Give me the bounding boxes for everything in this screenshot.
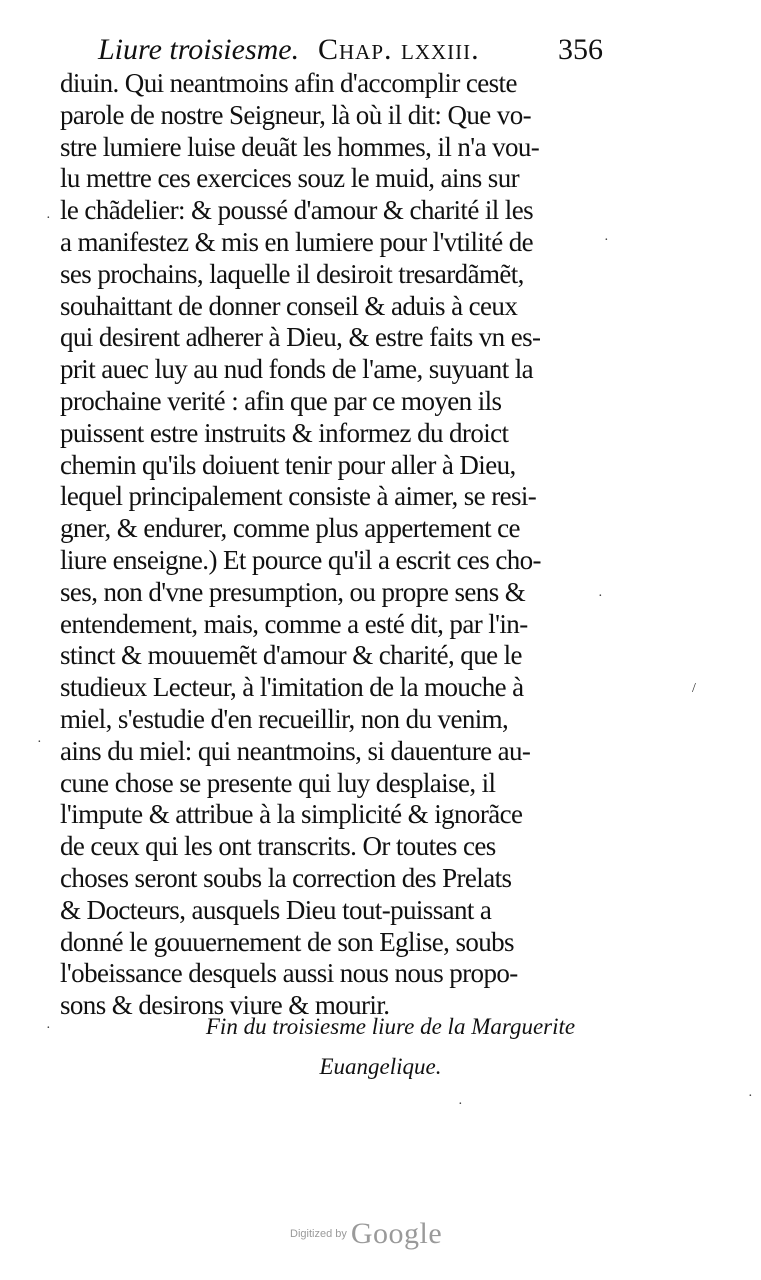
scan-speck: ·: [46, 1021, 51, 1036]
text-line: ses, non d'vne presumption, ou propre sens &: [60, 576, 526, 607]
text-line: ains du miel: qui neantmoins, si dauenture au-: [60, 735, 531, 766]
text-line: studieux Lecteur, à l'imitation de la mouche à: [60, 672, 524, 703]
text-line: sons & desirons viure & mourir.: [60, 990, 390, 1021]
text-line: lu mettre ces exercices souz le muid, ains sur: [60, 163, 519, 194]
scan-speck: ·: [37, 735, 42, 750]
running-title: Liure troisiesme.: [98, 33, 300, 66]
text-line: choses seront soubs la correction des Prelats: [60, 862, 512, 893]
text-line: qui desirent adherer à Dieu, & estre faits vn es-: [60, 322, 541, 353]
scan-speck: ·: [748, 1089, 753, 1104]
text-line: liure enseigne.) Et pource qu'il a escrit ces cho-: [60, 544, 541, 575]
text-line: prochaine verité : afin que par ce moyen ils: [60, 385, 502, 416]
text-line: parole de nostre Seigneur, là où il dit: Que vo-: [60, 99, 531, 130]
chapter-heading: Chap. lxxiii.: [318, 33, 480, 66]
text-line: stinct & mouuemẽt d'amour & charité, que le: [60, 640, 522, 671]
text-line: a manifestez & mis en lumiere pour l'vtilité de: [60, 226, 534, 257]
text-line: ses prochains, laquelle il desiroit tresardãmẽt,: [60, 258, 524, 289]
text-line: l'obeissance desquels aussi nous nous propo-: [60, 958, 518, 989]
running-header: [98, 30, 603, 70]
body-text: [60, 68, 600, 1022]
text-line: l'impute & attribue à la simplicité & ignorãce: [60, 799, 523, 830]
explicit-line-2: Euangelique.: [319, 1054, 442, 1079]
scan-speck: /: [692, 681, 696, 696]
text-line: souhaittant de donner conseil & aduis à ceux: [60, 290, 518, 321]
text-line: le chãdelier: & poussé d'amour & charité il les: [60, 195, 534, 226]
text-line: stre lumiere luise deuãt les hommes, il n'a vou-: [60, 131, 540, 162]
text-line: miel, s'estudie d'en recueillir, non du venim,: [60, 703, 509, 734]
text-line: chemin qu'ils doiuent tenir pour aller à Dieu,: [60, 449, 516, 480]
text-line: puissent estre instruits & informez du droict: [60, 417, 509, 448]
digitized-by-google-watermark: [290, 1217, 442, 1251]
text-line: entendement, mais, comme a esté dit, par l'in-: [60, 608, 528, 639]
explicit-line-1: Fin du troisiesme liure de la Marguerite: [205, 1014, 576, 1039]
text-line: gner, & endurer, comme plus appertement ce: [60, 513, 520, 544]
text-line: diuin. Qui neantmoins afin d'accomplir ceste: [60, 68, 517, 98]
page-number: 356: [558, 33, 603, 66]
google-logo: Google: [350, 1217, 443, 1250]
text-line: cune chose se presente qui luy desplaise, il: [60, 767, 496, 798]
text-line: de ceux qui les ont transcrits. Or toutes ces: [60, 831, 496, 862]
text-line: & Docteurs, ausquels Dieu tout-puissant a: [60, 894, 492, 925]
scan-speck: ·: [458, 1097, 463, 1112]
scan-speck: ·: [604, 233, 609, 248]
scan-speck: ·: [598, 589, 603, 604]
scan-speck: ·: [46, 211, 51, 226]
text-line: lequel principalement consiste à aimer, se resi-: [60, 481, 537, 512]
text-line: prit auec luy au nud fonds de l'ame, suyuant la: [60, 354, 534, 385]
text-line: donné le gouuernement de son Eglise, soubs: [60, 926, 514, 957]
watermark-prefix: Digitized by: [290, 1228, 347, 1240]
